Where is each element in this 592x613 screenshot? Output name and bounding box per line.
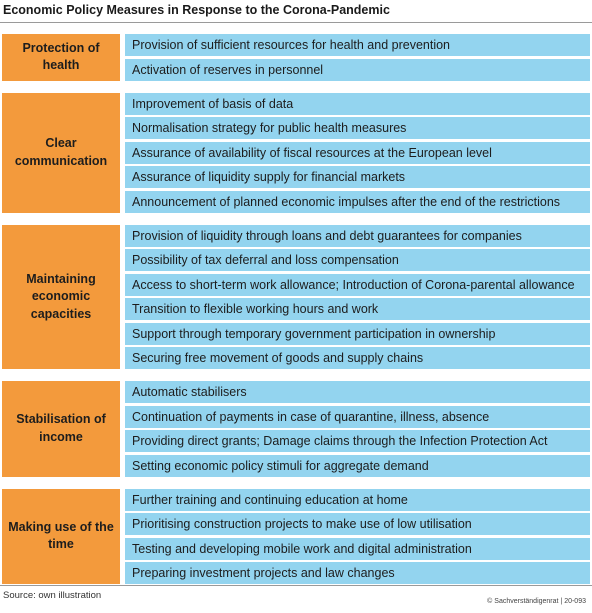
measure-group <box>2 381 590 477</box>
measure-group <box>2 34 590 81</box>
measure-item: Prioritising construction projects to make use of low utilisation <box>125 513 590 535</box>
category-label: Protection of health <box>2 34 120 81</box>
category-label: Stabilisation of income <box>2 381 120 477</box>
measure-item: Improvement of basis of data <box>125 93 590 115</box>
measure-item: Setting economic policy stimuli for aggregate demand <box>125 455 590 477</box>
category-label: Making use of the time <box>2 489 120 585</box>
measure-group <box>2 225 590 370</box>
category-label: Clear communication <box>2 93 120 213</box>
measure-list <box>125 93 590 213</box>
measure-item: Transition to flexible working hours and work <box>125 298 590 320</box>
figure-title: Economic Policy Measures in Response to the Corona-Pandemic <box>3 3 390 17</box>
measure-item: Further training and continuing education at home <box>125 489 590 511</box>
measure-group <box>2 93 590 213</box>
measure-item: Possibility of tax deferral and loss compensation <box>125 249 590 271</box>
measure-item: Support through temporary government participation in ownership <box>125 323 590 345</box>
measure-item: Providing direct grants; Damage claims through the Infection Protection Act <box>125 430 590 452</box>
measure-list <box>125 34 590 81</box>
footer-rule <box>0 585 592 586</box>
measure-item: Activation of reserves in personnel <box>125 59 590 81</box>
measure-item: Testing and developing mobile work and digital administration <box>125 538 590 560</box>
measure-item: Normalisation strategy for public health measures <box>125 117 590 139</box>
measure-group <box>2 489 590 585</box>
source-note: Source: own illustration <box>3 590 102 601</box>
measure-item: Preparing investment projects and law changes <box>125 562 590 584</box>
measure-list <box>125 489 590 585</box>
measure-item: Announcement of planned economic impulses after the end of the restrictions <box>125 191 590 213</box>
measure-item: Automatic stabilisers <box>125 381 590 403</box>
title-rule <box>0 22 592 23</box>
measure-item: Continuation of payments in case of quarantine, illness, absence <box>125 406 590 428</box>
measure-item: Access to short-term work allowance; Introduction of Corona-parental allowance <box>125 274 590 296</box>
measure-item: Securing free movement of goods and supply chains <box>125 347 590 369</box>
measure-item: Assurance of availability of fiscal resources at the European level <box>125 142 590 164</box>
category-label: Maintaining economic capacities <box>2 225 120 370</box>
measure-list <box>125 381 590 477</box>
credit-note: © Sachverständigenrat | 20-093 <box>487 598 586 605</box>
measure-item: Assurance of liquidity supply for financial markets <box>125 166 590 188</box>
measure-list <box>125 225 590 370</box>
measure-item: Provision of sufficient resources for health and prevention <box>125 34 590 56</box>
measure-item: Provision of liquidity through loans and debt guarantees for companies <box>125 225 590 247</box>
